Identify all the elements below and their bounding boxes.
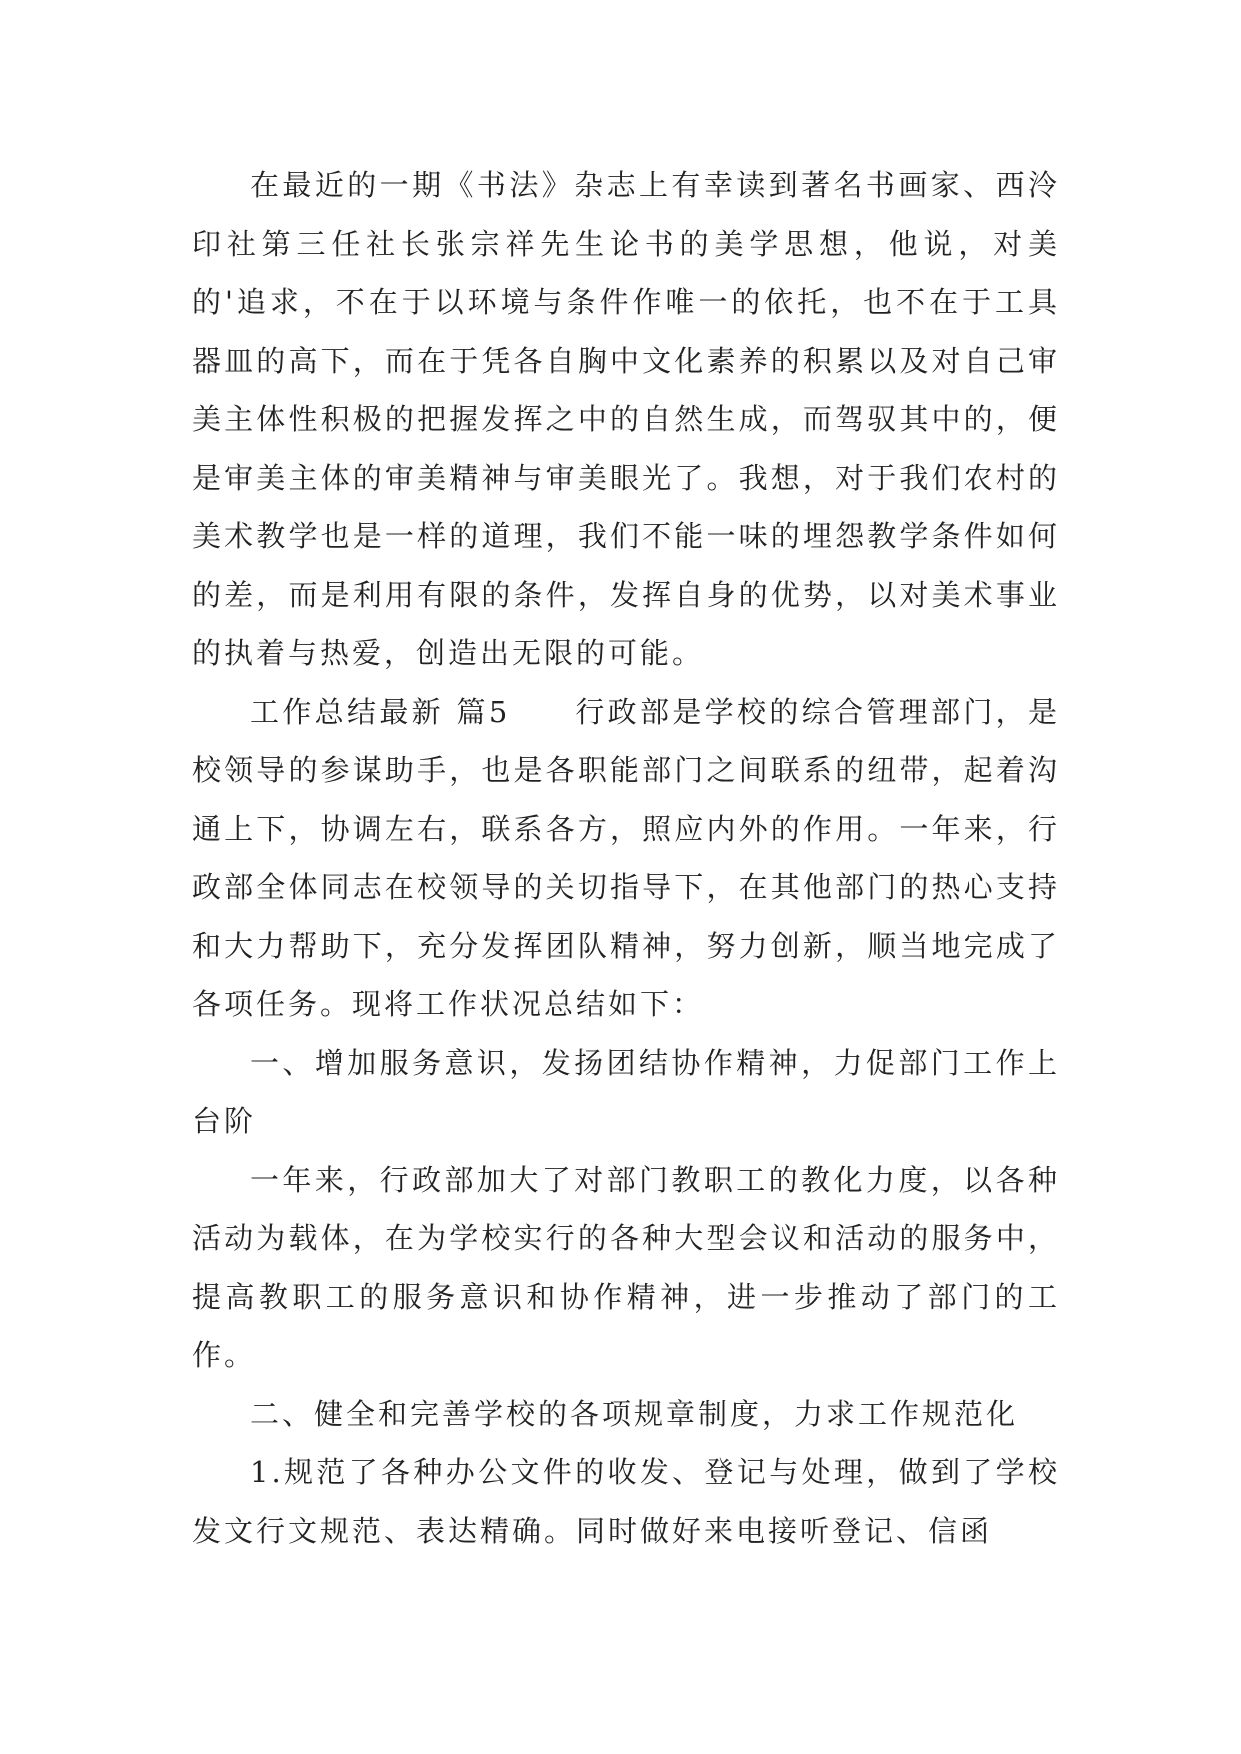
document-body xyxy=(192,156,1060,1560)
paragraph-document-handling: 1.规范了各种办公文件的收发、登记与处理，做到了学校发文行文规范、表达精确。同时做好来电接听登记、信函 xyxy=(192,1455,1060,1548)
paragraph-calligraphy-aesthetics: 在最近的一期《书法》杂志上有幸读到著名书画家、西泠印社第三任社长张宗祥先生论书的美学思想，他说，对美的'追求，不在于以环境与条件作唯一的依托，也不在于工具器皿的高下，而在于凭各自胸中文化素养的积累以及对自己审美主体性积极的把握发挥之中的自然生成，而驾驭其中的，便是审美主体的审美精神与审美眼光了。我想，对于我们农村的美术教学也是一样的道理，我们不能一味的埋怨教学条件如何的差，而是利用有限的条件，发挥自身的优势，以对美术事业的执着与热爱，创造出无限的可能。 xyxy=(192,168,1060,670)
section-heading-regulations: 二、健全和完善学校的各项规章制度，力求工作规范化 xyxy=(250,1396,1019,1431)
paragraph-service-awareness: 一年来，行政部加大了对部门教职工的教化力度，以各种活动为载体，在为学校实行的各种大型会议和活动的服务中，提高教职工的服务意识和协作精神，进一步推动了部门的工作。 xyxy=(192,1162,1060,1372)
section-heading-service-awareness: 一、增加服务意识，发扬团结协作精神，力促部门工作上台阶 xyxy=(192,1045,1060,1138)
paragraph-work-summary-intro: 工作总结最新 篇5 行政部是学校的综合管理部门，是校领导的参谋助手，也是各职能部门之间联系的纽带，起着沟通上下，协调左右，联系各方，照应内外的作用。一年来，行政部全体同志在校领导的关切指导下，在其他部门的热心支持和大力帮助下，充分发挥团队精神，努力创新，顺当地完成了各项任务。现将工作状况总结如下： xyxy=(192,694,1060,1021)
